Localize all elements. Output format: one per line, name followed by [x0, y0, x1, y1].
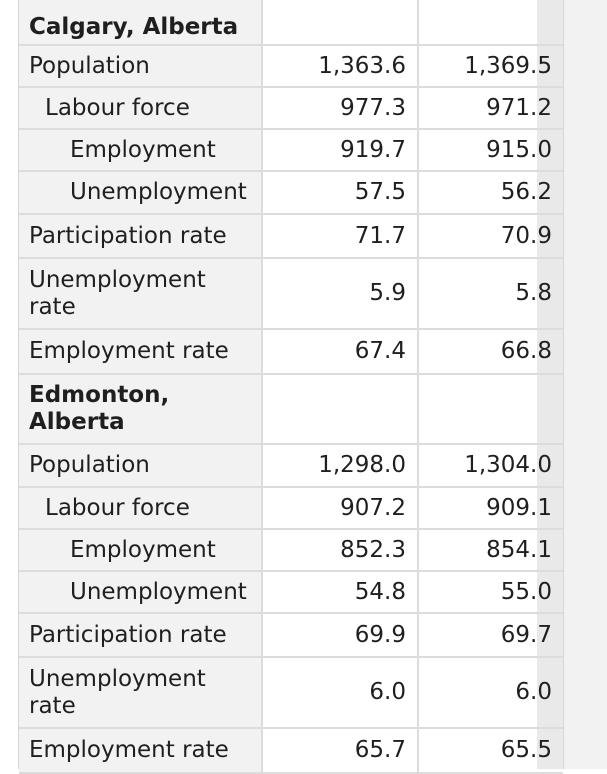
table-row [19, 487, 563, 529]
row-label: Employment [70, 536, 216, 563]
value-cell: 1,369.5 [418, 45, 563, 87]
row-label-cell [19, 529, 262, 571]
row-label: Unemployment [70, 179, 247, 205]
row-label: Labour force [45, 494, 190, 521]
value-cell: 6.0 [262, 657, 418, 728]
section-header-row [19, 0, 563, 45]
value-cell: 6.0 [418, 657, 563, 728]
empty-cell [262, 374, 418, 444]
row-label-cell [19, 571, 262, 613]
table-row [19, 329, 563, 374]
row-label: Labour force [45, 94, 190, 121]
row-label-cell [19, 87, 262, 129]
empty-cell [418, 374, 563, 444]
value-cell: 56.2 [418, 171, 563, 214]
value-cell: 69.9 [262, 613, 418, 657]
table-row [19, 258, 563, 329]
table-row [19, 529, 563, 571]
row-label: Unemployment rate [19, 258, 262, 329]
row-label-cell [19, 171, 262, 214]
value-cell: 54.8 [262, 571, 418, 613]
value-cell: 909.1 [418, 487, 563, 529]
value-cell: 65.5 [418, 728, 563, 773]
value-cell: 1,298.0 [262, 444, 418, 487]
table-row [19, 171, 563, 214]
value-cell: 977.3 [262, 87, 418, 129]
table-row [19, 87, 563, 129]
table-row [19, 444, 563, 487]
adjacent-column [563, 0, 607, 769]
empty-cell [262, 0, 418, 45]
labour-force-table [19, 0, 563, 774]
section-title: Calgary, Alberta [19, 0, 262, 45]
value-cell: 5.9 [262, 258, 418, 329]
table-row [19, 45, 563, 87]
value-cell: 69.7 [418, 613, 563, 657]
row-label: Population [19, 45, 262, 87]
row-label-cell [19, 487, 262, 529]
table-row [19, 129, 563, 171]
row-label: Employment rate [19, 728, 262, 773]
value-cell: 55.0 [418, 571, 563, 613]
value-cell: 971.2 [418, 87, 563, 129]
value-cell: 915.0 [418, 129, 563, 171]
row-label-cell [19, 129, 262, 171]
table-row [19, 613, 563, 657]
section-title: Edmonton, Alberta [19, 374, 262, 444]
table-row [19, 214, 563, 258]
section-header-row [19, 374, 563, 444]
value-cell: 1,363.6 [262, 45, 418, 87]
value-cell: 5.8 [418, 258, 563, 329]
table-row [19, 571, 563, 613]
row-label: Population [19, 444, 262, 487]
row-label: Unemployment rate [19, 657, 262, 728]
value-cell: 65.7 [262, 728, 418, 773]
value-cell: 71.7 [262, 214, 418, 258]
empty-cell [418, 0, 563, 45]
value-cell: 66.8 [418, 329, 563, 374]
table-row [19, 657, 563, 728]
row-label: Participation rate [19, 214, 262, 258]
value-cell: 70.9 [418, 214, 563, 258]
value-cell: 67.4 [262, 329, 418, 374]
value-cell: 907.2 [262, 487, 418, 529]
row-label: Participation rate [19, 613, 262, 657]
row-label: Employment [70, 136, 216, 163]
value-cell: 919.7 [262, 129, 418, 171]
value-cell: 57.5 [262, 171, 418, 214]
value-cell: 854.1 [418, 529, 563, 571]
value-cell: 852.3 [262, 529, 418, 571]
table-column-divider [563, 0, 564, 769]
table-row [19, 728, 563, 773]
row-label: Unemployment [70, 578, 247, 605]
value-cell: 1,304.0 [418, 444, 563, 487]
row-label: Employment rate [19, 329, 262, 374]
page-margin [0, 0, 18, 769]
